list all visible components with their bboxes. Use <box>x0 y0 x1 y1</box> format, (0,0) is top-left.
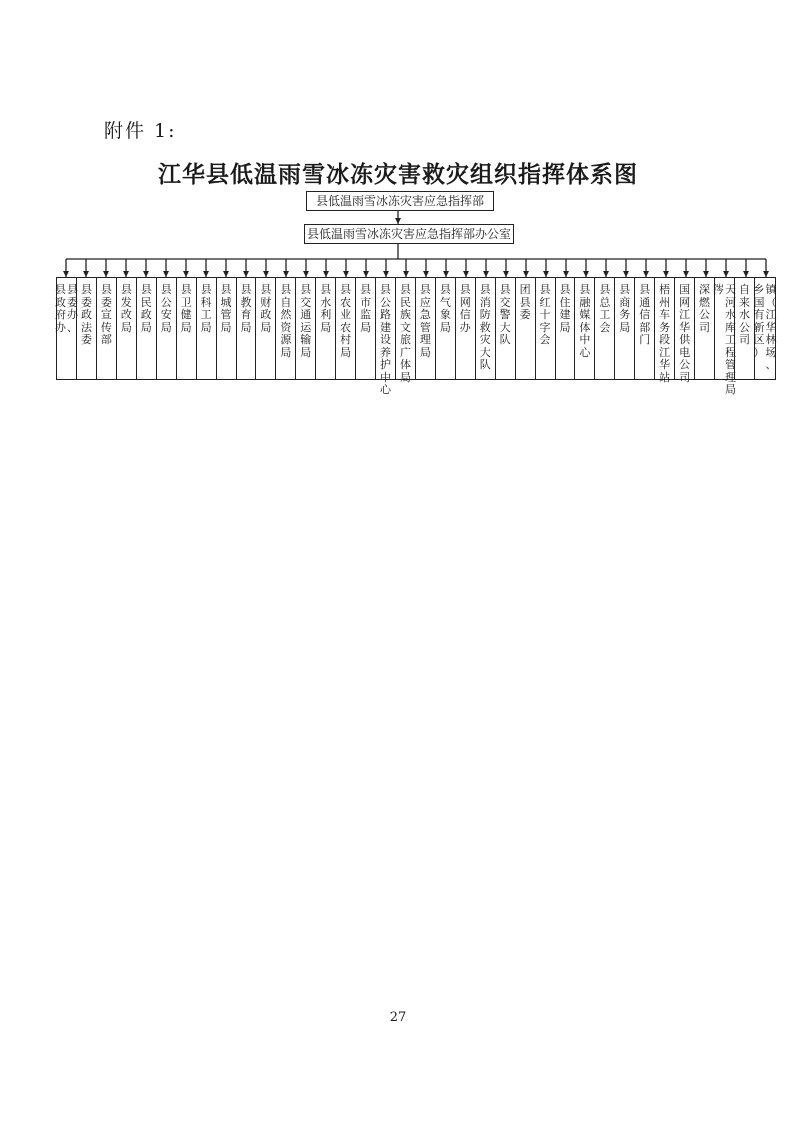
unit-cell <box>356 278 376 379</box>
unit-label: 县 民 族 文 旅 广 体 局 <box>399 283 411 384</box>
unit-label: 县 卫 健 局 <box>180 283 192 334</box>
unit-cell <box>237 278 257 379</box>
unit-label: 县 住 建 局 <box>559 283 571 334</box>
unit-label: 县 应 急 管 理 局 <box>419 283 431 359</box>
unit-label: 县 教 育 局 <box>240 283 252 334</box>
unit-cell <box>137 278 157 379</box>
unit-cell <box>276 278 296 379</box>
unit-label: 县 融 媒 体 中 心 <box>579 283 591 359</box>
unit-label: 涔 <box>713 283 724 296</box>
unit-label: 团 县 委 <box>519 283 531 321</box>
unit-cell <box>675 278 695 384</box>
unit-label: 县 红 十 字 会 <box>539 283 551 346</box>
unit-label: 县 科 工 局 <box>200 283 212 334</box>
unit-label: 县 发 改 局 <box>120 283 132 334</box>
unit-label: 县 委 宣 传 部 <box>100 283 112 346</box>
member-units-row <box>55 277 777 396</box>
unit-label: 县 财 政 局 <box>260 283 272 334</box>
unit-cell <box>396 278 416 384</box>
unit-cell <box>77 278 97 379</box>
unit-cell <box>316 278 336 379</box>
unit-cell <box>157 278 177 379</box>
unit-cell <box>615 278 635 379</box>
unit-cell <box>655 278 675 384</box>
unit-label: 县 农 业 农 村 局 <box>340 283 352 359</box>
unit-cell <box>575 278 595 379</box>
unit-cell <box>713 278 736 396</box>
unit-label: 县 公 安 局 <box>160 283 172 334</box>
unit-label: 镇 （ 江 华 林 场 、 <box>765 283 777 371</box>
unit-cell <box>695 278 715 379</box>
unit-cell <box>256 278 276 379</box>
unit-cell <box>456 278 476 379</box>
unit-label: 县 自 然 资 源 局 <box>280 283 292 359</box>
page-title: 江华县低温雨雪冰冻灾害救灾组织指挥体系图 <box>158 162 638 188</box>
unit-label: 县 气 象 局 <box>439 283 451 334</box>
unit-cell <box>376 278 396 396</box>
unit-label: 县 委 办 、 <box>67 283 78 334</box>
unit-label: 县 城 管 局 <box>220 283 232 334</box>
unit-label: 县 委 政 法 委 <box>80 283 92 346</box>
unit-label: 天 河 水 库 工 程 管 理 局 <box>725 283 736 396</box>
unit-label: 国 网 江 华 供 电 公 司 <box>679 283 691 384</box>
unit-cell <box>57 278 77 379</box>
unit-cell <box>197 278 217 379</box>
unit-label: 县 公 路 建 设 养 护 中 心 <box>380 283 392 396</box>
unit-cell <box>117 278 137 379</box>
unit-cell <box>755 278 775 379</box>
unit-label: 县 总 工 会 <box>599 283 611 334</box>
unit-label: 县 水 利 局 <box>320 283 332 334</box>
unit-label: 县 消 防 救 灾 大 队 <box>479 283 491 371</box>
command-office-box: 县低温雨雪冰冻灾害应急指挥部办公室 <box>304 224 514 244</box>
unit-cell <box>516 278 536 379</box>
unit-label: 深 燃 公 司 <box>699 283 711 334</box>
unit-label: 梧 州 车 务 段 江 华 站 <box>659 283 671 384</box>
unit-label: 县 交 通 运 输 局 <box>300 283 312 359</box>
unit-cell <box>97 278 117 379</box>
unit-cell <box>496 278 516 379</box>
unit-label: 县 交 警 大 队 <box>499 283 511 346</box>
unit-cell <box>416 278 436 379</box>
unit-cell <box>217 278 237 379</box>
unit-cell <box>556 278 576 379</box>
unit-label: 县 网 信 办 <box>459 283 471 334</box>
command-headquarters-box: 县低温雨雪冰冻灾害应急指挥部 <box>306 191 494 211</box>
unit-cell <box>536 278 556 379</box>
unit-label: 县 民 政 局 <box>140 283 152 334</box>
unit-label: 自 来 水 公 司 <box>738 283 750 346</box>
attachment-label: 附件 1: <box>104 120 177 142</box>
unit-cell <box>296 278 316 379</box>
unit-label: 乡 国 有 新 区 ） <box>753 283 765 359</box>
unit-cell <box>476 278 496 379</box>
unit-cell <box>436 278 456 379</box>
unit-label: 县 商 务 局 <box>619 283 631 334</box>
unit-cell <box>177 278 197 379</box>
unit-cell <box>336 278 356 379</box>
unit-cell <box>595 278 615 379</box>
unit-label: 县 政 府 办 <box>55 283 66 334</box>
page-number: 27 <box>389 1010 407 1025</box>
unit-cell <box>735 278 755 379</box>
unit-label: 县 通 信 部 门 <box>639 283 651 346</box>
unit-label: 县 市 监 局 <box>360 283 372 334</box>
unit-cell <box>635 278 655 379</box>
